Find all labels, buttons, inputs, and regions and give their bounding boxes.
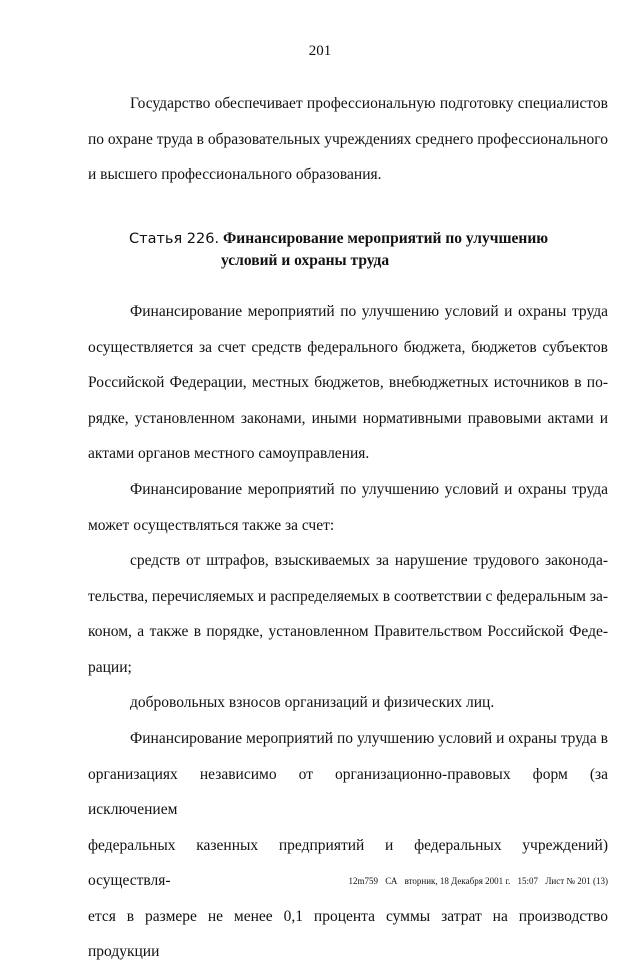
paragraph-funding-sources: [88, 294, 608, 472]
text-line: актами органов местного самоуправления.: [88, 445, 370, 462]
text-line: тельства, перечисляемых и распределяемых в соответствии с федеральным за-: [88, 587, 608, 605]
text-line: федеральных казенных предприятий и федеральных учреждений) осуществля-: [88, 836, 608, 889]
text-line: Финансирование мероприятий по улучшению условий и охраны труда: [130, 481, 608, 498]
text-line: организациях независимо от организационно-правовых форм (за исключением: [88, 765, 608, 818]
paragraph-additional-funding: [88, 472, 608, 543]
text-line: осуществляется за счет средств федерального бюджета, бюджетов субъектов: [88, 338, 608, 356]
text-line: и высшего профессионального образования.: [88, 166, 382, 183]
intro-paragraph: [88, 86, 608, 193]
article-heading: [129, 228, 609, 272]
paragraph-voluntary-contributions: [88, 685, 608, 721]
footer-date: вторник, 18 Декабря 2001 г.: [404, 876, 511, 886]
article-title-line2: условий и охраны труда: [221, 252, 390, 269]
text-line: Государство обеспечивает профессиональную подготовку специалистов: [130, 95, 608, 112]
page-number: 201: [308, 43, 332, 59]
print-footer: [344, 876, 609, 886]
text-line: рации;: [88, 658, 132, 676]
text-line: по охране труда в образовательных учреждениях среднего профессионального: [88, 130, 609, 148]
text-line: коном, а также в порядке, установленном Правительством Российской Феде-: [88, 623, 608, 640]
text-line: Финансирование мероприятий по улучшению условий и охраны труда: [130, 303, 608, 320]
article-title-line1: Финансирование мероприятий по улучшению: [222, 230, 549, 247]
text-line: ется в размере не менее 0,1 процента суммы затрат на производство продукции: [88, 907, 608, 960]
text-line: Российской Федерации, местных бюджетов, внебюджетных источников в по-: [88, 374, 608, 391]
text-line: может осуществляться также за счет:: [88, 516, 335, 534]
paragraph-organization-funding: [88, 721, 608, 970]
text-line: Финансирование мероприятий по улучшению условий и охраны труда в: [130, 730, 608, 747]
footer-time: 15:07: [517, 876, 539, 886]
text-line: рядке, установленном законами, иными нормативными правовыми актами и: [88, 409, 608, 427]
article-label: Статья 226.: [129, 231, 220, 247]
footer-doc-code: 12m759: [348, 876, 379, 886]
footer-initials: СА: [385, 876, 398, 886]
text-line: добровольных взносов организаций и физических лиц.: [130, 694, 495, 711]
paragraph-fines: [88, 543, 608, 685]
text-line: средств от штрафов, взыскиваемых за нарушение трудового законода-: [130, 552, 608, 569]
footer-sheet: Лист № 201 (13): [545, 876, 608, 886]
